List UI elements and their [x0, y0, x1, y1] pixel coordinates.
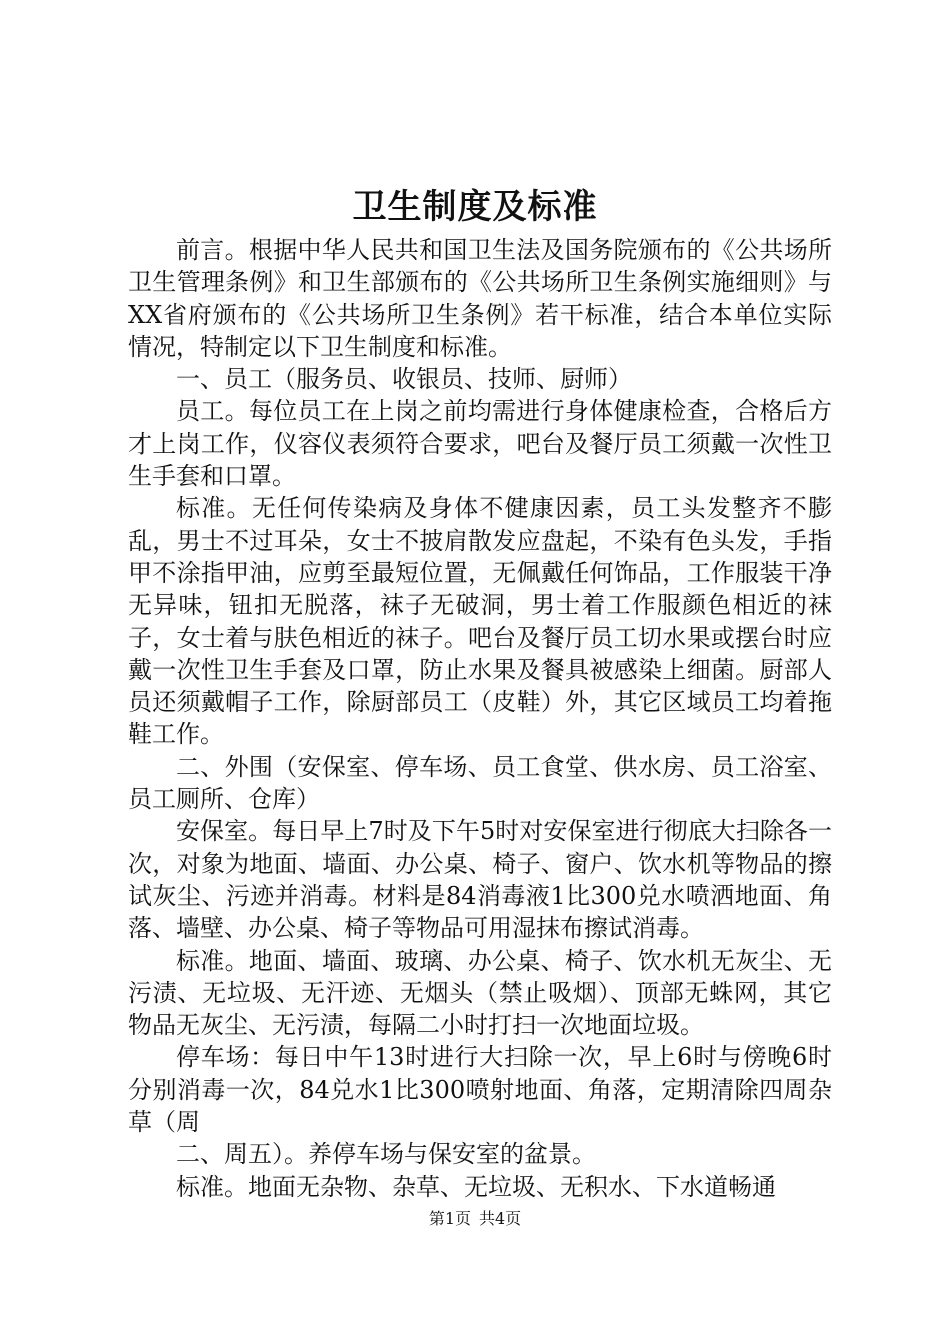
document-body — [128, 234, 832, 1203]
page-total: 共4页 — [479, 1209, 522, 1228]
paragraph-staff: 员工。每位员工在上岗之前均需进行身体健康检查，合格后方才上岗工作，仪容仪表须符合要求，吧台及餐厅员工须戴一次性卫生手套和口罩。 — [128, 397, 832, 491]
section-heading-perimeter: 二、外围（安保室、停车场、员工食堂、供水房、员工浴室、员工厕所、仓库） — [128, 752, 832, 814]
paragraph-security-standard: 标准。地面、墙面、玻璃、办公桌、椅子、饮水机无灰尘、无污渍、无垃圾、无汗迹、无烟头（禁止吸烟）、顶部无蛛网，其它物品无灰尘、无污渍，每隔二小时打扫一次地面垃圾。 — [128, 946, 832, 1040]
section-heading-staff: 一、员工（服务员、收银员、技师、厨师） — [176, 365, 632, 394]
document-title: 卫生制度及标准 — [352, 187, 598, 227]
page-number: 第1页 — [428, 1209, 471, 1228]
paragraph-security-room: 安保室。每日早上7时及下午5时对安保室进行彻底大扫除各一次，对象为地面、墙面、办公桌、椅子、窗户、饮水机等物品的擦试灰尘、污迹并消毒。材料是84消毒液1比300兑水喷洒地面、角落、墙壁、办公桌、椅子等物品可用湿抹布擦试消毒。 — [128, 817, 832, 943]
paragraph-parking-standard: 标准。地面无杂物、杂草、无垃圾、无积水、下水道畅通 — [176, 1172, 776, 1201]
paragraph-parking-continued: 二、周五）。养停车场与保安室的盆景。 — [176, 1140, 596, 1169]
page-footer — [0, 1207, 950, 1231]
paragraph-staff-standard: 标准。无任何传染病及身体不健康因素，员工头发整齐不膨乱，男士不过耳朵，女士不披肩散发应盘起，不染有色头发，手指甲不涂指甲油，应剪至最短位置，无佩戴任何饰品，工作服装干净无异味，钮扣无脱落，袜子无破洞，男士着工作服颜色相近的袜子，女士着与肤色相近的袜子。吧台及餐厅员工切水果或摆台时应戴一次性卫生手套及口罩，防止水果及餐具被感染上细菌。厨部人员还须戴帽子工作，除厨部员工（皮鞋）外，其它区域员工均着拖鞋工作。 — [128, 494, 832, 749]
paragraph-parking-lot: 停车场：每日中午13时进行大扫除一次，早上6时与傍晚6时分别消毒一次，84兑水1比300喷射地面、角落，定期清除四周杂草（周 — [128, 1043, 832, 1137]
paragraph-preface: 前言。根据中华人民共和国卫生法及国务院颁布的《公共场所卫生管理条例》和卫生部颁布的《公共场所卫生条例实施细则》与XX省府颁布的《公共场所卫生条例》若干标准，结合本单位实际情况，特制定以下卫生制度和标准。 — [128, 236, 832, 361]
